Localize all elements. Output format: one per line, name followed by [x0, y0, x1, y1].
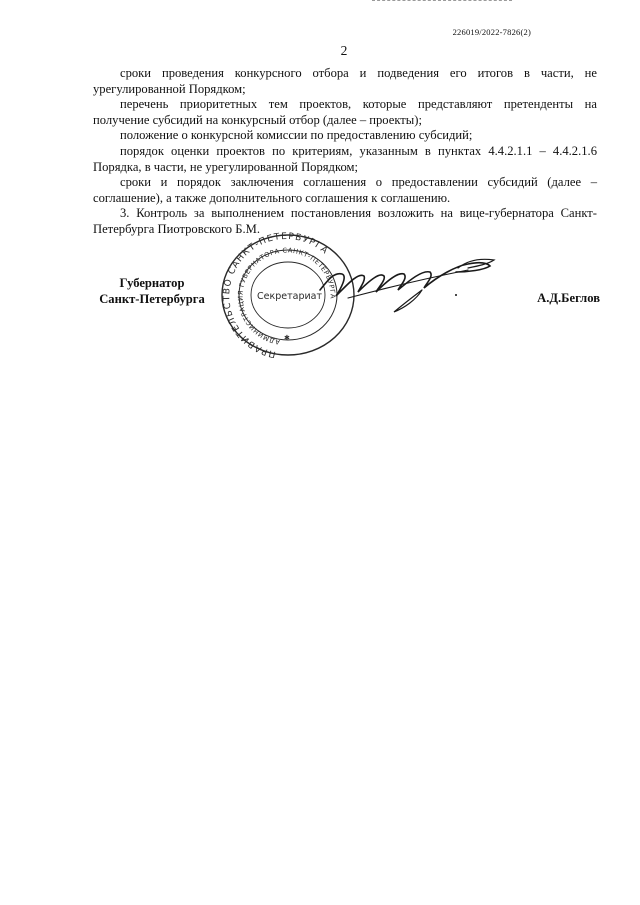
ink-dot [455, 294, 457, 296]
stamp-outer-text: ПРАВИТЕЛЬСТВО САНКТ-ПЕТЕРБУРГА [222, 232, 331, 358]
document-body [93, 66, 597, 238]
stamp-inner-text: АДМИНИСТРАЦИЯ ГУБЕРНАТОРА САНКТ-ПЕТЕРБУРГА [236, 246, 337, 346]
handwritten-signature [318, 250, 498, 320]
paragraph: сроки проведения конкурсного отбора и подведения его итогов в части, не урегулированной Порядком; [93, 66, 597, 96]
paragraph: перечень приоритетных тем проектов, которые представляют претенденты на получение субсидий на конкурсный отбор (далее – проекты); [93, 97, 597, 127]
signatory-title [92, 275, 212, 307]
signatory-name: А.Д.Беглов [537, 291, 600, 305]
scan-edge-mark [372, 0, 512, 1]
signatory-title-line2: Санкт-Петербурга [99, 292, 205, 306]
star-icon: ✱ [284, 334, 290, 342]
paragraph: положение о конкурсной комиссии по предоставлению субсидий; [120, 128, 473, 143]
document-number: 226019/2022-7826(2) [452, 27, 531, 37]
paragraph: порядок оценки проектов по критериям, указанным в пунктах 4.4.2.1.1 – 4.4.2.1.6 Порядка, в части, не урегулированной Порядком; [93, 143, 597, 174]
paragraph: 3. Контроль за выполнением постановления возложить на вице-губернатора Санкт-Петербурга Пиотровского Б.М. [93, 206, 597, 236]
paragraph: сроки и порядок заключения соглашения о предоставлении субсидий (далее – соглашение), а также дополнительного соглашения к соглашению. [93, 175, 597, 205]
page-number: 2 [340, 43, 348, 58]
stamp-center-text: Секретариат [257, 291, 323, 302]
signatory-title-line1: Губернатор [119, 276, 185, 290]
